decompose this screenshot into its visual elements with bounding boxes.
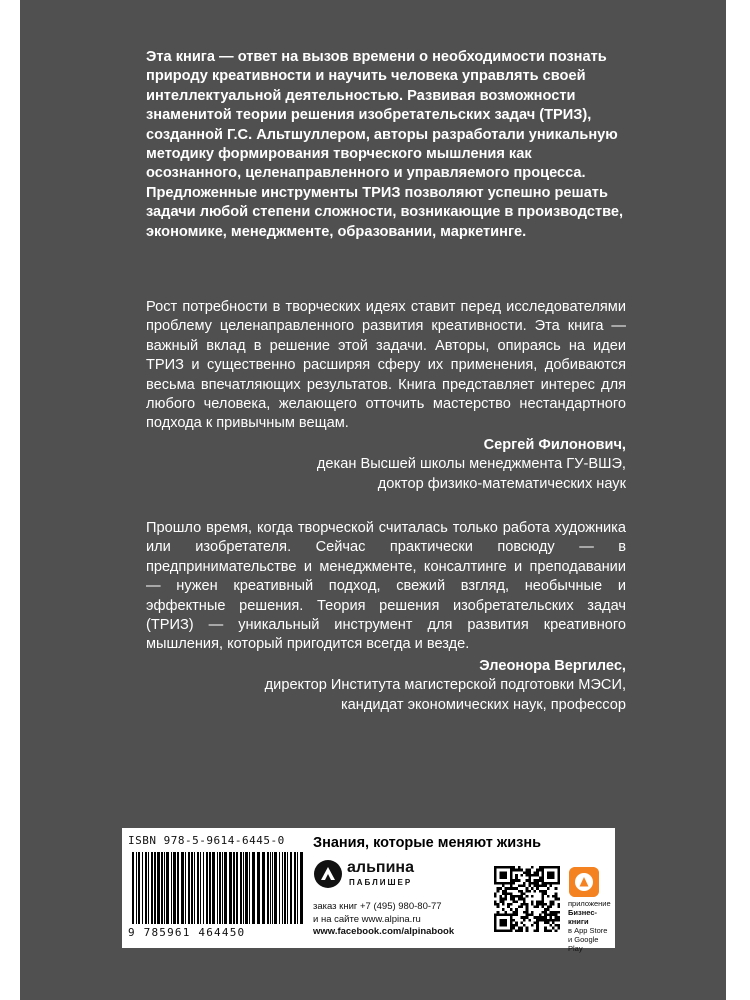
review-attribution xyxy=(146,657,626,715)
publisher-info-panel xyxy=(122,828,615,953)
review-text: Рост потребности в творческих идеях ставит перед исследователями проблему целенаправленного развития креативности. Эта книга — важный вклад в решение этой задачи. Авторы, опираясь на идеи ТРИЗ и существенно расширяя сферу их применения, добиваются весьма впечатляющих результатов. Книга представляет интерес для любого человека, желающего отточить мастерство нестандартного подхода к привычным вещам. xyxy=(146,299,626,432)
app-icon xyxy=(569,867,599,897)
review-author: Элеонора Вергилес, xyxy=(479,657,626,674)
app-store-info xyxy=(568,899,615,953)
publisher-name: альпина xyxy=(347,859,414,876)
app-name: Бизнес-книги xyxy=(568,908,598,926)
facebook-link[interactable]: www.facebook.com/alpinabook xyxy=(313,926,455,937)
publisher-subname: ПАБЛИШЕР xyxy=(349,878,413,887)
order-phone: заказ книг +7 (495) 980-80-77 xyxy=(313,901,442,912)
review-text: Прошло время, когда творческой считалась только работа художника или изобретателя. Сейчас практически повсюду — в предпринимательстве и менеджменте, консалтинге и преподавании — нужен креативный подход, свежий взгляд, необычные и эффектные решения. Теория решения изобретательских задач (ТРИЗ) — уникальный инструмент для развития креативного мышления, который пригодится всегда и везде. xyxy=(146,520,626,653)
review-author-degree: доктор физико-математических наук xyxy=(377,475,626,492)
review-author-degree: кандидат экономических наук, профессор xyxy=(340,696,626,713)
review-author-title: декан Высшей школы менеджмента ГУ-ВШЭ, xyxy=(316,456,626,473)
barcode-icon xyxy=(130,852,306,924)
isbn-label: ISBN 978-5-9614-6445-0 xyxy=(128,834,285,847)
barcode-digits: 9 785961 464450 xyxy=(128,926,246,939)
review-quote-1 xyxy=(146,298,626,494)
alpina-logo-icon xyxy=(313,859,343,889)
review-quote-2 xyxy=(146,519,626,715)
publisher-contacts xyxy=(313,901,454,939)
app-label: приложение xyxy=(568,899,611,908)
publisher-logo xyxy=(313,859,443,893)
google-play-label: и Google Play xyxy=(568,935,599,953)
review-author-title: директор Института магистерской подготовки МЭСИ, xyxy=(264,677,626,694)
qr-code-icon xyxy=(494,866,560,932)
publisher-slogan: Знания, которые меняют жизнь xyxy=(313,835,541,851)
app-store-label: в App Store xyxy=(568,926,608,935)
review-author: Сергей Филонович, xyxy=(483,436,626,453)
book-description: Эта книга — ответ на вызов времени о необходимости познать природу креативности и научить человека управлять своей интеллектуальной деятельностью. Развивая возможности знаменитой теории решения изобретательских задач (ТРИЗ), созданной Г.С. Альтшуллером, авторы разработали уникальную методику формирования творческого мышления как осознанного, целенаправленного и управляемого процесса. Предложенные инструменты ТРИЗ позволяют успешно решать задачи любой степени сложности, возникающие в производстве, экономике, менеджменте, образовании, маркетинге. xyxy=(146,49,624,240)
website-line: и на сайте www.alpina.ru xyxy=(313,913,421,925)
review-attribution xyxy=(146,436,626,494)
